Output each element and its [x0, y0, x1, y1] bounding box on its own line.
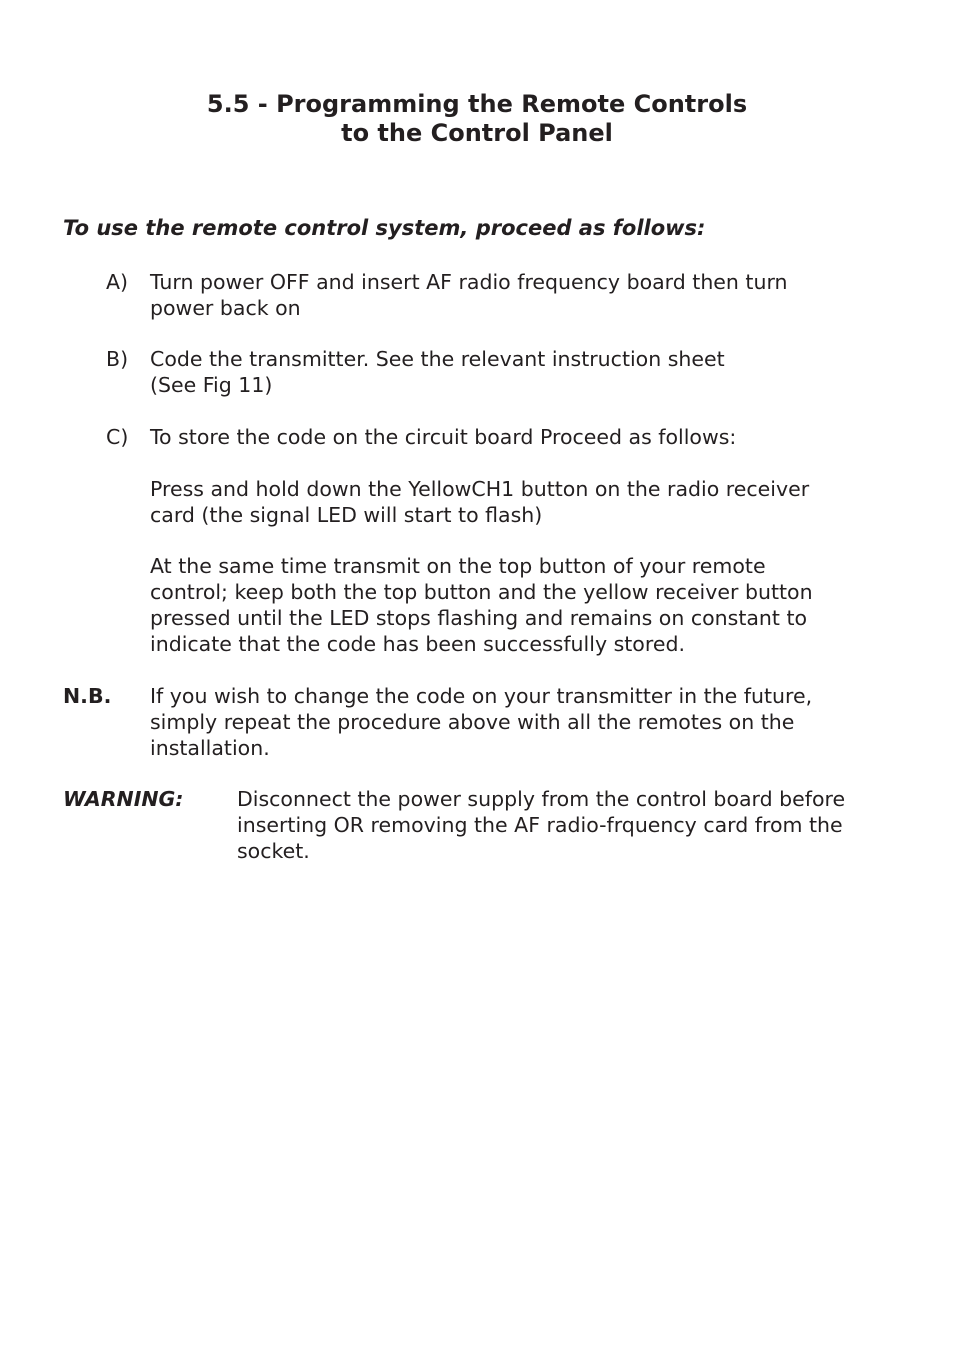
warning-marker: WARNING:: [63, 787, 184, 811]
section-title: [0, 90, 954, 148]
step-b-text: [150, 346, 725, 398]
press-hold-line-2: card (the signal LED will start to flash): [150, 503, 543, 527]
step-b-line-2: (See Fig 11): [150, 373, 273, 397]
section-title-line-1: 5.5 - Programming the Remote Controls: [206, 90, 748, 118]
nb-text: [150, 683, 812, 761]
warning-note: [63, 786, 943, 864]
step-b-marker: B): [106, 347, 129, 371]
section-title-line-2: to the Control Panel: [341, 119, 613, 147]
transmit-line-3: pressed until the LED stops flashing and remains on constant to: [150, 606, 808, 630]
step-c-line-1: To store the code on the circuit board Proceed as follows:: [150, 425, 737, 449]
transmit-line-4: indicate that the code has been successfully stored.: [150, 632, 685, 656]
step-a: [106, 269, 906, 321]
intro-text: To use the remote control system, proceed as follows:: [63, 216, 706, 240]
transmit-line-2: control; keep both the top button and the yellow receiver button: [150, 580, 813, 604]
step-b: [106, 346, 906, 398]
transmit-paragraph: [150, 553, 910, 657]
warning-line-2: inserting OR removing the AF radio-frquency card from the: [237, 813, 843, 837]
step-b-line-1: Code the transmitter. See the relevant instruction sheet: [150, 347, 725, 371]
step-a-line-2: power back on: [150, 296, 301, 320]
warning-text: [237, 786, 845, 864]
step-a-marker: A): [106, 270, 129, 294]
press-hold-paragraph: [150, 476, 910, 528]
warning-line-3: socket.: [237, 839, 310, 863]
step-a-text: [150, 269, 788, 321]
nb-line-2: simply repeat the procedure above with all the remotes on the: [150, 710, 795, 734]
nb-line-3: installation.: [150, 736, 270, 760]
nb-marker: N.B.: [63, 684, 112, 708]
transmit-line-1: At the same time transmit on the top button of your remote: [150, 554, 766, 578]
step-a-line-1: Turn power OFF and insert AF radio frequency board then turn: [150, 270, 788, 294]
warning-line-1: Disconnect the power supply from the control board before: [237, 787, 846, 811]
press-hold-line-1: Press and hold down the YellowCH1 button on the radio receiver: [150, 477, 810, 501]
step-c: [106, 424, 906, 450]
step-c-marker: C): [106, 425, 129, 449]
nb-note: [63, 683, 923, 761]
step-c-text: [150, 424, 736, 450]
nb-line-1: If you wish to change the code on your transmitter in the future,: [150, 684, 813, 708]
